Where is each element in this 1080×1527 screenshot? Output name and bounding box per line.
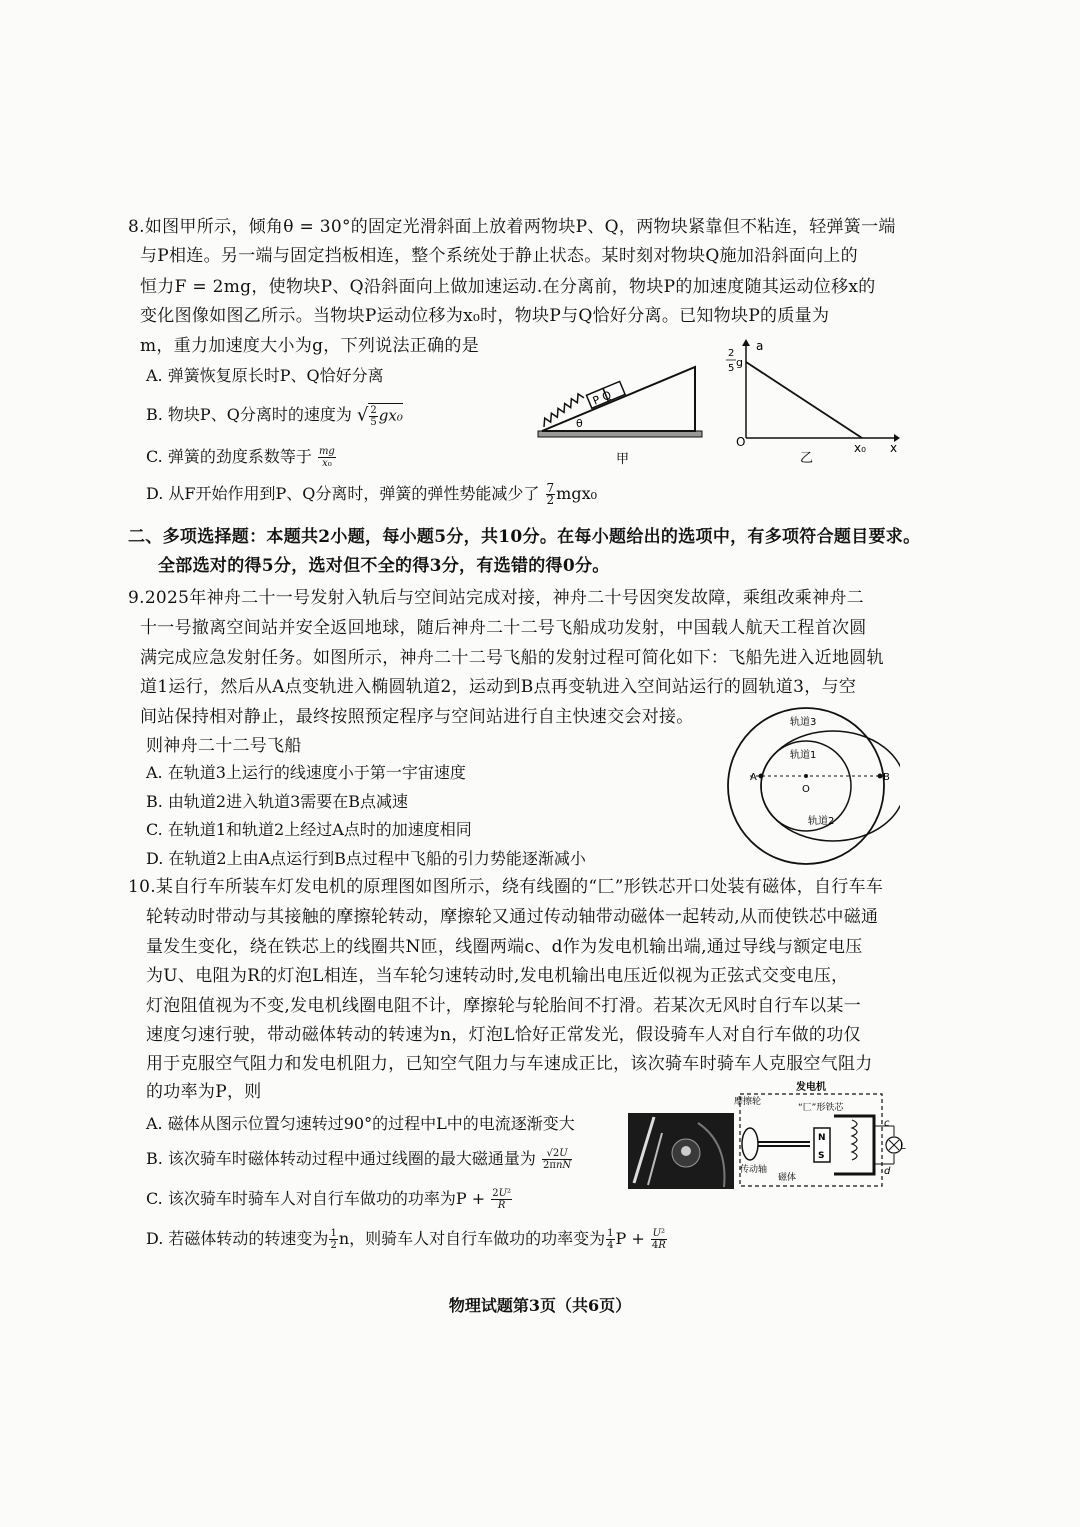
blocks-label: P Q (590, 388, 614, 408)
q8-option-c-text: C. 弹簧的劲度系数等于 (146, 447, 312, 466)
q10-option-d-text: D. 若磁体转动的转速变为 (146, 1229, 329, 1248)
q10-line-7: 用于克服空气阻力和发电机阻力，已知空气阻力与车速成正比，该次骑车时骑车人克服空气阻力 (146, 1054, 873, 1074)
section2-line-2: 全部选对的得5分，选对但不全的得3分，有选错的得0分。 (158, 556, 610, 576)
a-x-line (746, 362, 862, 438)
q9-orbit-figure (720, 706, 900, 866)
q8-option-d-expr: mgx₀ (556, 484, 598, 503)
q10-option-d: D. 若磁体转动的转速变为 $\frac{1}{2}$ n，则骑车人对自行车做功的功率变为 $\frac{1}{4}$ P + $\frac{\text{U²}}{4R}$ (146, 1228, 666, 1251)
q9-line-1: 9.2025年神舟二十一号发射入轨后与空间站完成对接，神舟二十号因突发故障，乘组改乘神舟二 (128, 588, 864, 608)
y-tick-den: 5 (728, 363, 735, 374)
page-footer: 物理试题第3页（共6页） (448, 1296, 632, 1315)
orbit2-label: 轨道2 (808, 816, 835, 827)
q10-option-c-text: C. 该次骑车时骑车人对自行车做功的功率为P + (146, 1189, 486, 1208)
terminal-c-label: c (884, 1118, 890, 1129)
incline (542, 367, 695, 431)
core-label: “匚”形铁芯 (798, 1103, 844, 1113)
q10-generator-diagram (734, 1080, 906, 1192)
q10-line-5: 灯泡阻值视为不变,发电机线圈电阻不计，摩擦轮与轮胎间不打滑。若某次无风时自行车以某一 (146, 996, 862, 1016)
angle-label: θ (576, 417, 583, 430)
q8-option-a: A. 弹簧恢复原长时P、Q恰好分离 (146, 366, 384, 385)
q8-line-3: 恒力F = 2mg，使物块P、Q沿斜面向上做加速运动.在分离前，物块P的加速度随其运动位移x的 (140, 277, 876, 297)
orbit3-label: 轨道3 (790, 717, 817, 728)
fig-jia-caption: 甲 (616, 452, 630, 467)
s-pole-label: S (818, 1151, 825, 1161)
q10-line-2: 轮转动时带动与其接触的摩擦轮转动，摩擦轮又通过传动轴带动磁体一起转动,从而使铁芯中磁通 (146, 907, 879, 927)
q9-option-a: A. 在轨道3上运行的线速度小于第一宇宙速度 (146, 763, 466, 782)
friction-wheel-label: 摩擦轮 (734, 1097, 762, 1107)
shaft-label: 传动轴 (740, 1165, 768, 1175)
x0-tick: x₀ (854, 441, 866, 455)
section2-line-1: 二、多项选择题：本题共2小题，每小题5分，共10分。在每小题给出的选项中，有多项符合题目要求。 (128, 527, 921, 547)
q10-option-b-text: B. 该次骑车时磁体转动过程中通过线圈的最大磁通量为 (146, 1149, 536, 1168)
q9-option-d: D. 在轨道2上由A点运行到B点过程中飞船的引力势能逐渐减小 (146, 849, 586, 868)
q10-line-6: 速度匀速行驶，带动磁体转动的转速为n，灯泡L恰好正常发光，假设骑车人对自行车做的功仅 (146, 1025, 861, 1045)
q8-line-5: m，重力加速度大小为g，下列说法正确的是 (140, 336, 480, 356)
terminal-d-label: d (884, 1166, 891, 1177)
origin-label: O (736, 435, 746, 449)
q8-option-b-sqrt: √ $\frac{2}{5}$ gx₀ (356, 404, 403, 428)
center-label: O (802, 784, 810, 795)
generator-label: 发电机 (796, 1082, 826, 1093)
q10-line-8: 的功率为P，则 (146, 1082, 262, 1102)
friction-wheel-icon (742, 1128, 758, 1160)
q10-option-b: B. 该次骑车时磁体转动过程中通过线圈的最大磁通量为 $\frac{√2U}{\text{2πnN}}$ (146, 1148, 572, 1171)
q10-line-4: 为U、电阻为R的灯泡L相连，当车轮匀速转动时,发电机输出电压近似视为正弦式交变电压， (146, 966, 849, 986)
q8-option-b-text: B. 物块P、Q分离时的速度为 (146, 405, 352, 424)
q8-line-2: 与P相连。另一端与固定挡板相连，整个系统处于静止状态。某时刻对物块Q施加沿斜面向上的 (140, 246, 858, 266)
q8-line-4: 变化图像如图乙所示。当物块P运动位移为x₀时，物块P与Q恰好分离。已知物块P的质量为 (140, 306, 830, 326)
q9-line-3: 满完成应急发射任务。如图所示，神舟二十二号飞船的发射过程可简化如下：飞船先进入近地圆轨 (140, 648, 884, 668)
q9-line-5: 间站保持相对静止，最终按照预定程序与空间站进行自主快速交会对接。 (140, 707, 694, 727)
q8-figure-jia (530, 355, 710, 470)
q10-line-3: 量发生变化，绕在铁芯上的线圈共N匝，线圈两端c、d作为发电机输出端,通过导线与额定电压 (146, 937, 863, 957)
q9-line-4: 道1运行，然后从A点变轨进入椭圆轨道2，运动到B点再变轨进入空间站运行的圆轨道3，与空 (140, 677, 857, 697)
q9-line-2: 十一号撤离空间站并安全返回地球，随后神舟二十二号飞船成功发射，中国载人航天工程首次圆 (140, 618, 867, 638)
q10-option-c: C. 该次骑车时骑车人对自行车做功的功率为P + $\frac{\text{2U²}}{R}$ (146, 1188, 512, 1211)
q8-option-c: C. 弹簧的劲度系数等于 $\frac{mg}{\text{x₀}}$ (146, 446, 335, 469)
y-label: a (756, 339, 764, 353)
x-label: x (890, 441, 898, 455)
y-tick-num: 2 (728, 348, 735, 359)
q8-option-b (146, 403, 403, 428)
q8-line-1: 8.如图甲所示，倾角θ = 30°的固定光滑斜面上放着两物块P、Q，两物块紧靠但不粘连，轻弹簧一端 (128, 217, 896, 237)
y-tick-sym: g (736, 356, 743, 369)
q9-option-b: B. 由轨道2进入轨道3需要在B点减速 (146, 792, 409, 811)
q10-option-a: A. 磁体从图示位置匀速转过90°的过程中L中的电流逐渐变大 (146, 1114, 575, 1133)
fig-yi-caption: 乙 (800, 451, 814, 466)
orbit1-label: 轨道1 (790, 750, 817, 761)
q10-option-d-mid: n，则骑车人对自行车做功的功率变为 (338, 1229, 606, 1248)
q8-option-d: D. 从F开始作用到P、Q分离时，弹簧的弹性势能减少了 $\frac{7}{2}$ mgx₀ (146, 481, 598, 507)
magnet-label: 磁体 (778, 1173, 797, 1183)
point-b-label: B (883, 772, 890, 783)
q8-figure-yi (722, 338, 902, 468)
q10-option-d-mid2: P + (615, 1229, 645, 1248)
bicycle-wheel-photo (628, 1113, 734, 1189)
point-a-label: A (750, 772, 757, 783)
q9-option-c: C. 在轨道1和轨道2上经过A点时的加速度相同 (146, 820, 472, 839)
coil-icon (852, 1120, 857, 1160)
n-pole-label: N (818, 1133, 826, 1143)
q8-option-b-expr: gx₀ (378, 406, 403, 425)
q8-option-d-text: D. 从F开始作用到P、Q分离时，弹簧的弹性势能减少了 (146, 484, 540, 503)
q10-line-1: 10.某自行车所装车灯发电机的原理图如图所示，绕有线圈的“匚”形铁芯开口处装有磁体，自行车车 (128, 877, 884, 897)
q9-line-6: 则神舟二十二号飞船 (146, 736, 302, 756)
lamp-label: L (900, 1141, 906, 1152)
